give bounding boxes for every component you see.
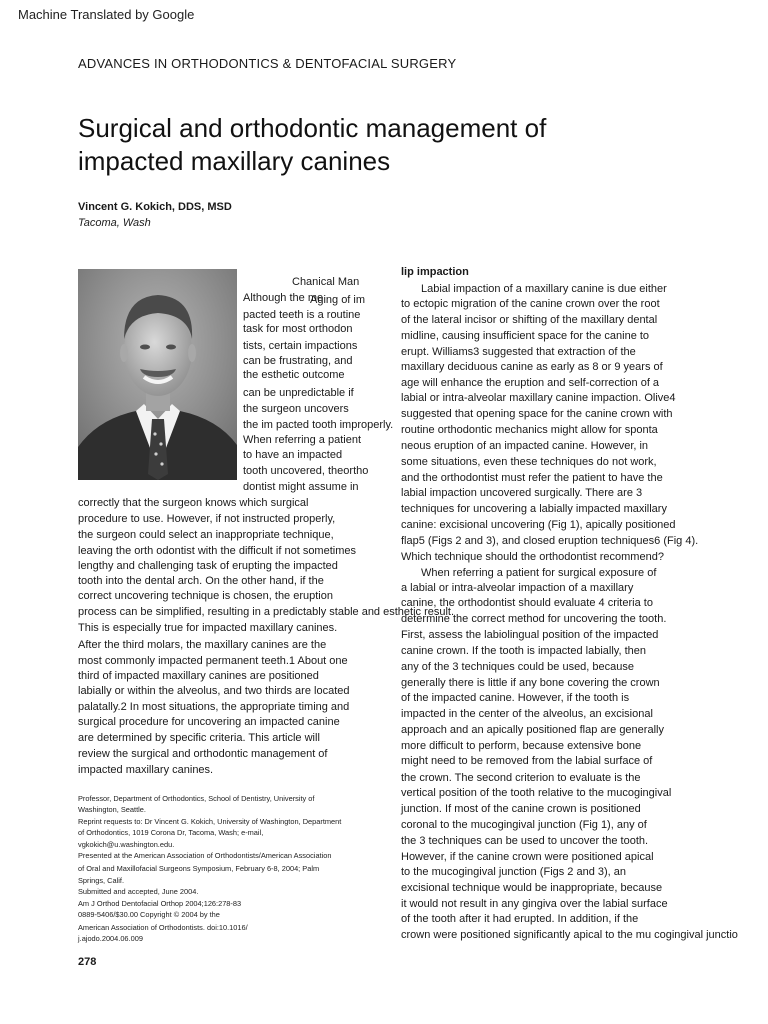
- body-line: lengthy and challenging task of erupting the impacted: [78, 560, 338, 572]
- body-line: most commonly impacted permanent teeth.1 About one: [78, 655, 348, 667]
- body-line: tists, certain impactions: [243, 340, 358, 352]
- body-line: the crown. The second criterion to evaluate is the: [401, 772, 641, 784]
- body-line: are determined by specific criteria. This article will: [78, 732, 320, 744]
- footnote-line: Presented at the American Association of Orthodontists/American Association: [78, 851, 332, 860]
- body-line: review the surgical and orthodontic management of: [78, 748, 328, 760]
- body-line: determine the correct method for uncovering the tooth.: [401, 613, 667, 625]
- body-line: When referring a patient: [243, 434, 362, 446]
- body-line: flap5 (Figs 2 and 3), and closed eruption techniques6 (Fig 4).: [401, 535, 699, 547]
- body-line: impacted in the center of the alveolus, an excisional: [401, 708, 653, 720]
- body-line: techniques for uncovering a labially impacted maxillary: [401, 503, 667, 515]
- body-line: generally there is little if any bone covering the crown: [401, 677, 660, 689]
- body-line: might need to be removed from the labial surface of: [401, 755, 653, 767]
- body-line: correctly that the surgeon knows which surgical: [78, 497, 309, 509]
- body-line: of the lateral incisor or shifting of the maxillary dental: [401, 314, 658, 326]
- body-line: a labial or intra-alveolar impaction of a maxillary: [401, 582, 634, 594]
- body-line: Although the me: [243, 292, 324, 304]
- body-line: tooth uncovered, theortho: [243, 465, 369, 477]
- footnote-line: Professor, Department of Orthodontics, School of Dentistry, University of: [78, 794, 315, 803]
- body-line: to the mucogingival junction (Figs 2 and 3), an: [401, 866, 627, 878]
- title-line-2: impacted maxillary canines: [78, 146, 391, 176]
- body-line: maxillary deciduous canine as early as 8 or 9 years of: [401, 361, 663, 373]
- body-line: labially or within the alveolus, and two thirds are located: [78, 685, 350, 697]
- body-line: leaving the orth odontist with the difficult if not sometimes: [78, 545, 356, 557]
- author-portrait-image: [78, 269, 237, 480]
- footnote-line: of Oral and Maxillofacial Surgeons Symposium, February 6-8, 2004; Palm: [78, 864, 320, 873]
- body-line: dontist might assume in: [243, 481, 359, 493]
- body-line: correct uncovering technique is chosen, the eruption: [78, 590, 333, 602]
- body-line: age will enhance the eruption and self-correction of a: [401, 377, 660, 389]
- body-line: the surgeon uncovers: [243, 403, 349, 415]
- body-line: the esthetic outcome: [243, 369, 345, 381]
- body-line: task for most orthodon: [243, 323, 353, 335]
- body-line: After the third molars, the maxillary canines are the: [78, 639, 327, 651]
- body-line: the 3 techniques can be used to uncover the tooth.: [401, 835, 649, 847]
- body-line: of the tooth after it had erupted. In addition, if the: [401, 913, 639, 925]
- footnote-line: Submitted and accepted, June 2004.: [78, 887, 199, 896]
- body-line: pacted teeth is a routine: [243, 309, 361, 321]
- body-line: labial impaction uncovered surgically. There are 3: [401, 487, 643, 499]
- body-line: canine, the orthodontist should evaluate 4 criteria to: [401, 597, 653, 609]
- body-line: any of the 3 techniques could be used, because: [401, 661, 635, 673]
- body-line: approach and an apically positioned flap are generally: [401, 724, 664, 736]
- body-line: tooth into the dental arch. On the other hand, if the: [78, 575, 324, 587]
- body-line: the surgeon could select an inappropriate technique,: [78, 529, 334, 541]
- footnote-line: of Orthodontics, 1019 Corona Dr, Tacoma, Wash; e-mail,: [78, 828, 264, 837]
- footnote-line: Springs, Calif.: [78, 876, 125, 885]
- body-line: Labial impaction of a maxillary canine is due either: [421, 283, 667, 295]
- body-line: to ectopic migration of the canine crown over the root: [401, 298, 660, 310]
- body-line: canine: excisional uncovering (Fig 1), apically positioned: [401, 519, 676, 531]
- footnote-line: 0889-5406/$30.00 Copyright © 2004 by the: [78, 910, 220, 919]
- body-line: neous eruption of an impacted canine. However, in: [401, 440, 649, 452]
- body-line: can be frustrating, and: [243, 355, 353, 367]
- footnote-line: j.ajodo.2004.06.009: [78, 934, 143, 943]
- body-line: labial or intra-alveolar maxillary canine impaction. Olive4: [401, 392, 676, 404]
- body-line: canine crown. If the tooth is impacted labially, then: [401, 645, 646, 657]
- body-line: vertical position of the tooth relative to the mucogingival: [401, 787, 672, 799]
- body-line: some situations, even these techniques do not work,: [401, 456, 657, 468]
- footnote-line: Washington, Seattle.: [78, 805, 146, 814]
- body-line: more difficult to perform, because extensive bone: [401, 740, 642, 752]
- body-line: it would not result in any gingiva over the labial surface: [401, 898, 668, 910]
- title-line-1: Surgical and orthodontic management of: [78, 113, 547, 143]
- footnote-line: Reprint requests to: Dr Vincent G. Kokich, University of Washington, Department: [78, 817, 342, 826]
- body-line: procedure to use. However, if not instructed properly,: [78, 513, 336, 525]
- body-line: midline, causing insufficient space for the canine to: [401, 330, 650, 342]
- body-line: to have an impacted: [243, 449, 343, 461]
- author-affiliation: Tacoma, Wash: [78, 217, 151, 229]
- journal-header: ADVANCES IN ORTHODONTICS & DENTOFACIAL SURGERY: [78, 56, 457, 71]
- footnote-line: American Association of Orthodontists. doi:10.1016/: [78, 923, 248, 932]
- body-line: coronal to the mucogingival junction (Fig 1), any of: [401, 819, 647, 831]
- body-line: However, if the canine crown were positioned apical: [401, 851, 654, 863]
- machine-translation-banner: Machine Translated by Google: [18, 7, 195, 22]
- body-line: routine orthodontic mechanics might allow for sponta: [401, 424, 658, 436]
- body-line: excisional technique would be inappropriate, because: [401, 882, 663, 894]
- body-line: junction. If most of the canine crown is positioned: [401, 803, 641, 815]
- body-line: First, assess the labiolingual position of the impacted: [401, 629, 659, 641]
- body-line: palatally.2 In most situations, the appropriate timing and: [78, 701, 350, 713]
- body-line: of the impacted canine. However, if the tooth is: [401, 692, 630, 704]
- section-heading: lip impaction: [401, 266, 469, 278]
- body-line: Which technique should the orthodontist recommend?: [401, 551, 664, 563]
- article-title: [78, 112, 546, 178]
- author-name: Vincent G. Kokich, DDS, MSD: [78, 201, 232, 213]
- body-line: process can be simplified, resulting in a predictably stable and esthetic result.: [78, 606, 455, 618]
- body-line: and the orthodontist must refer the patient to have the: [401, 472, 663, 484]
- footnote-line: Am J Orthod Dentofacial Orthop 2004;126:278-83: [78, 899, 242, 908]
- body-line: This is especially true for impacted maxillary canines.: [78, 622, 338, 634]
- body-line: suggested that opening space for the canine crown with: [401, 408, 673, 420]
- body-line: Aging of im: [310, 294, 366, 306]
- page-number: 278: [78, 956, 97, 968]
- body-line: impacted maxillary canines.: [78, 764, 214, 776]
- body-line: erupt. Williams3 suggested that extraction of the: [401, 346, 636, 358]
- body-line: third of impacted maxillary canines are positioned: [78, 670, 319, 682]
- body-line: crown were positioned significantly apical to the mu cogingival junctio: [401, 929, 738, 941]
- footnote-line: vgkokich@u.washington.edu.: [78, 840, 175, 849]
- body-line: the im pacted tooth improperly.: [243, 419, 394, 431]
- body-line: can be unpredictable if: [243, 387, 354, 399]
- body-line: When referring a patient for surgical exposure of: [421, 567, 657, 579]
- body-line: surgical procedure for uncovering an impacted canine: [78, 716, 340, 728]
- body-line: Chanical Man: [292, 276, 360, 288]
